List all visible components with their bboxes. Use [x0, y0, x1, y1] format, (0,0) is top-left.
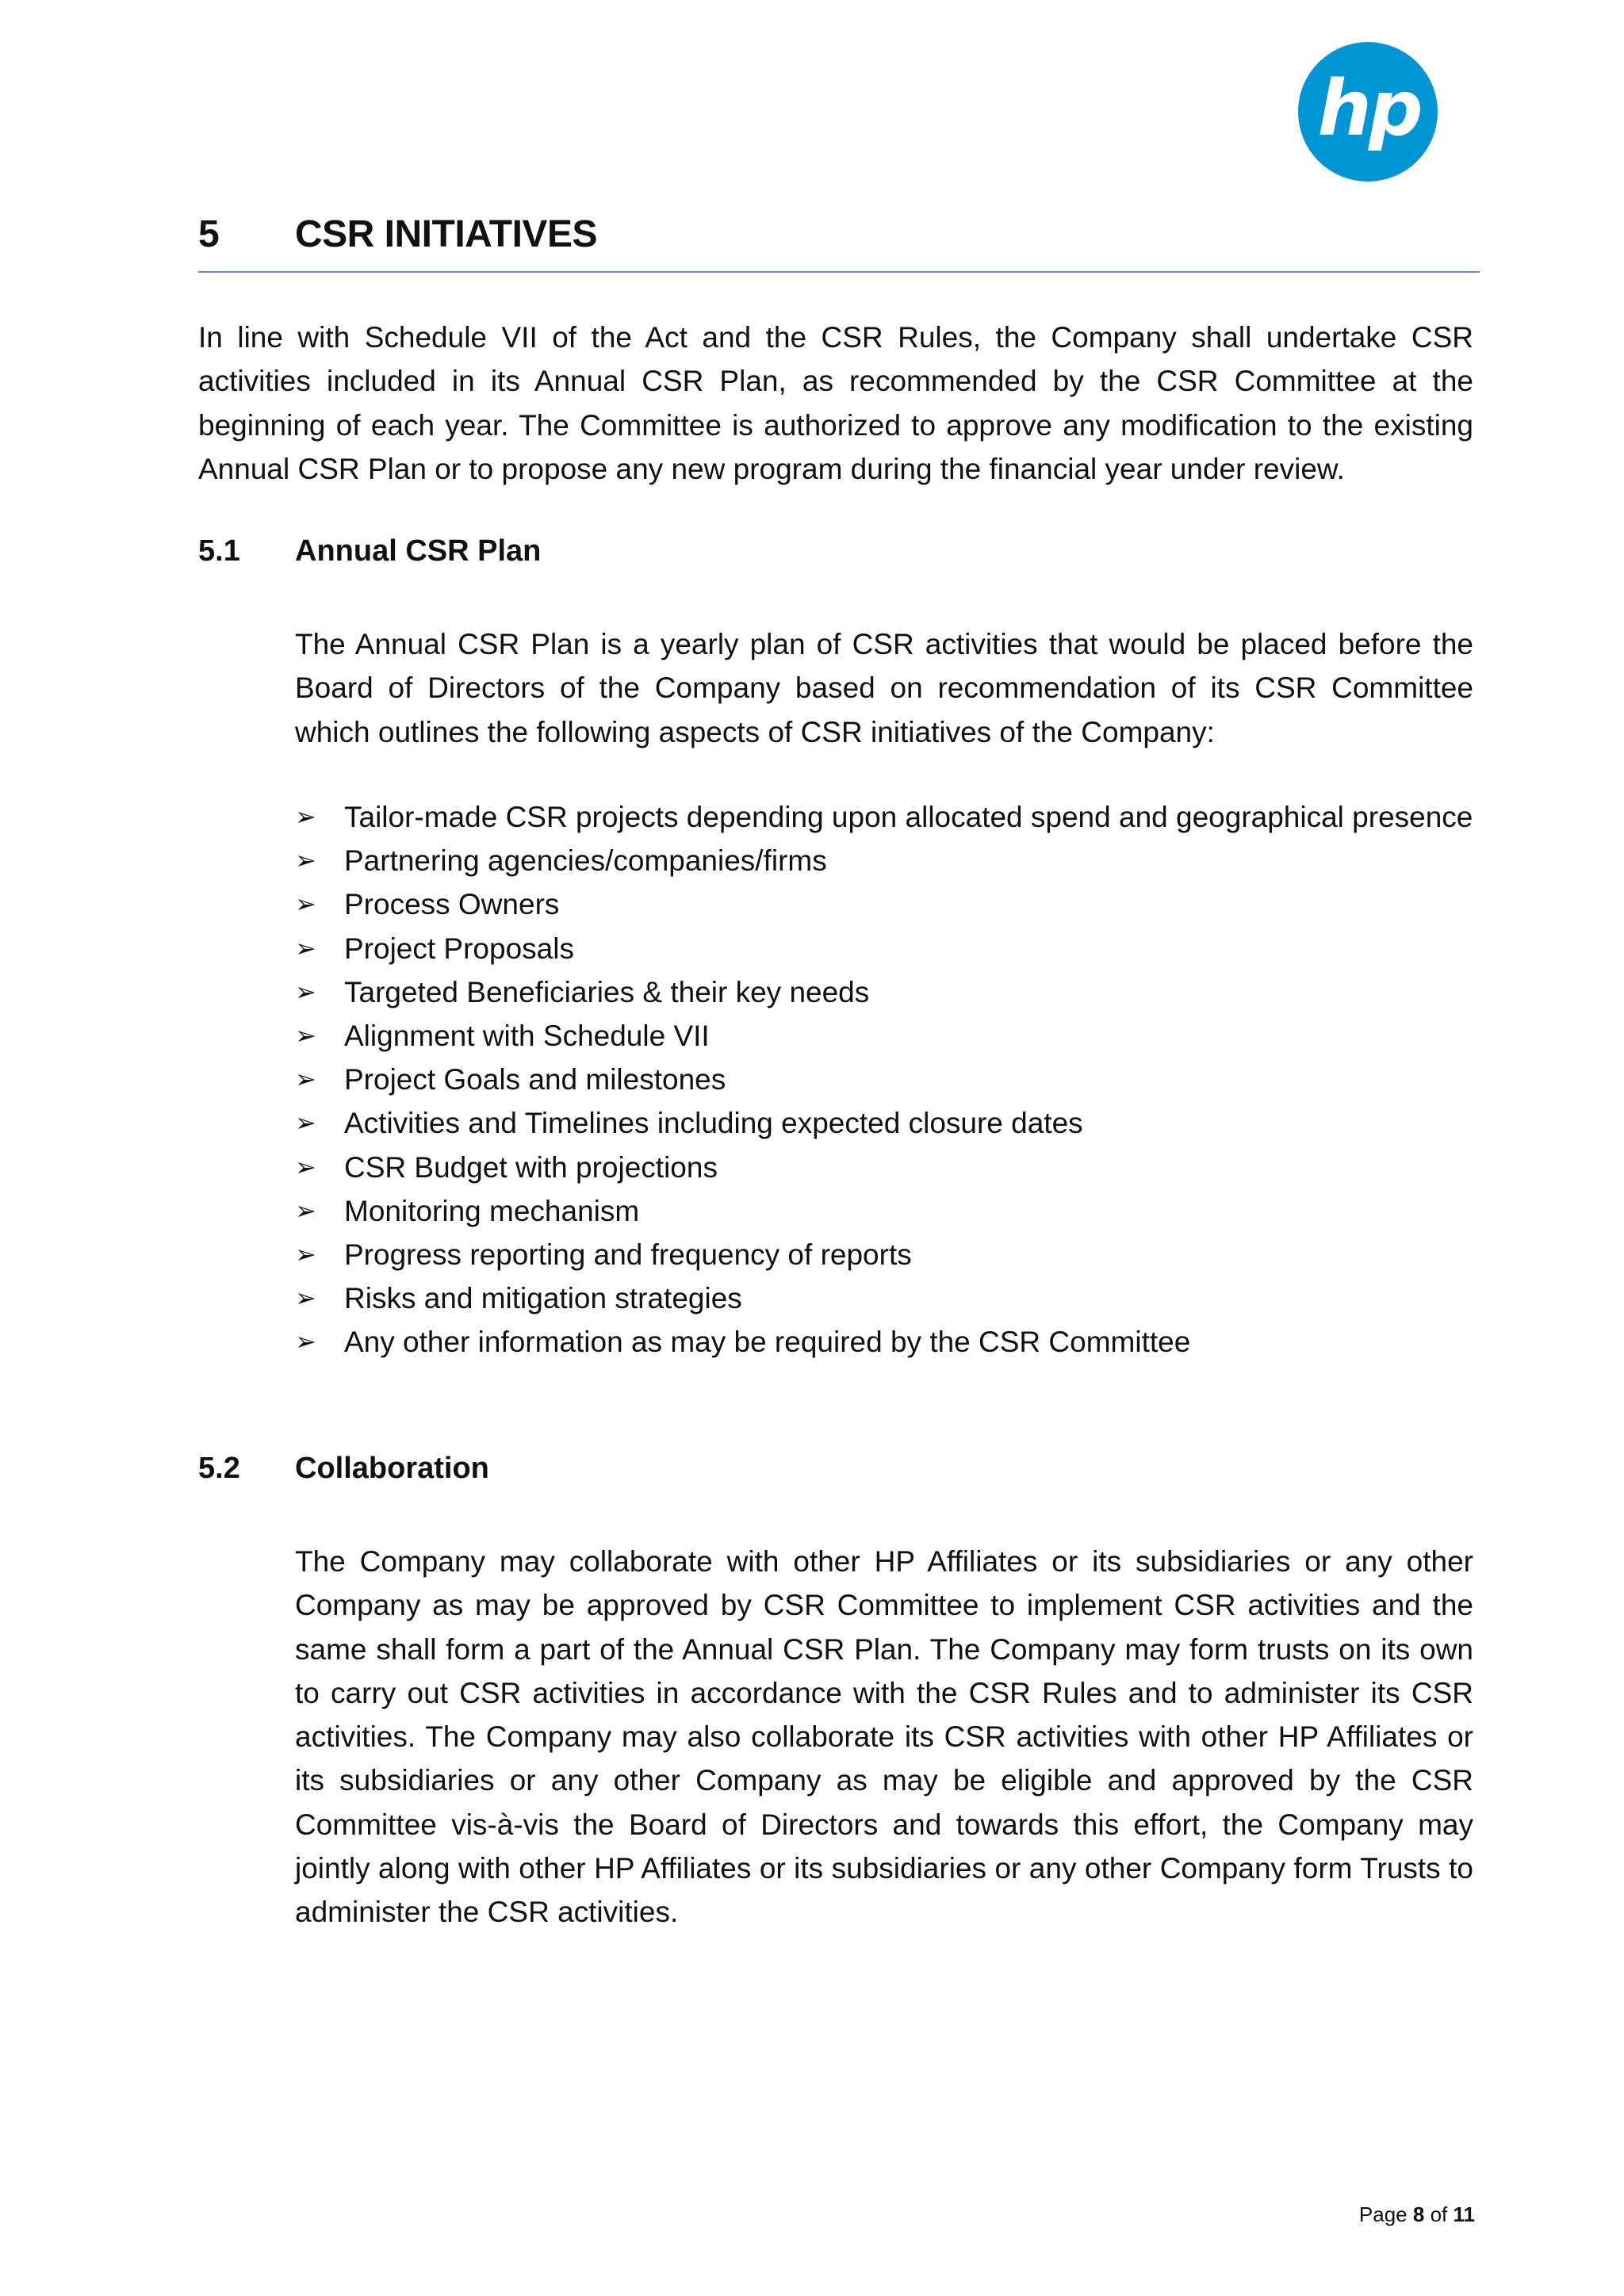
section-heading: [198, 208, 1480, 273]
list-item: [295, 1146, 1473, 1189]
list-item-text: Process Owners: [344, 888, 560, 921]
page-of: of: [1430, 2202, 1448, 2226]
intro-paragraph: In line with Schedule VII of the Act and the CSR Rules, the Company shall undertake CSR activities included in its Annual CSR Plan, as recommended by the CSR Committee at the beginning of each year. The Committee is authorized to approve any modification to the existing Annual CSR Plan or to propose any new program during the financial year under review.: [198, 321, 1473, 485]
section-number: 5: [198, 213, 220, 255]
list-item: [295, 882, 1473, 926]
list-item-text: Tailor-made CSR projects depending upon allocated spend and geographical presence: [344, 801, 1473, 833]
subsection-title-collaboration: Collaboration: [295, 1452, 489, 1485]
page-label: Page: [1358, 2202, 1408, 2226]
list-item: [295, 1320, 1473, 1364]
arrowhead-bullet-icon: ➢: [295, 1326, 316, 1357]
list-item: [295, 1058, 1473, 1101]
subsection-number-5-1: 5.1: [198, 534, 240, 568]
list-item: [295, 795, 1473, 839]
list-item: [295, 1189, 1473, 1233]
list-item-text: Targeted Beneficiaries & their key needs: [344, 975, 870, 1008]
list-item-text: Monitoring mechanism: [344, 1194, 640, 1227]
hp-logo: [1297, 41, 1438, 182]
list-item-text: Progress reporting and frequency of reports: [344, 1238, 912, 1272]
list-item: [295, 1014, 1473, 1058]
arrowhead-bullet-icon: ➢: [295, 976, 316, 1007]
list-item-text: Project Goals and milestones: [344, 1063, 726, 1096]
list-item-text: Alignment with Schedule VII: [344, 1020, 710, 1053]
list-item-text: Partnering agencies/companies/firms: [344, 844, 827, 878]
hp-logo-text: hp: [1317, 64, 1420, 153]
list-item: [295, 1101, 1473, 1145]
arrowhead-bullet-icon: ➢: [295, 1020, 316, 1051]
page-current: 8: [1412, 2202, 1425, 2226]
list-item: [295, 839, 1473, 882]
list-item-text: Risks and mitigation strategies: [344, 1282, 742, 1315]
hp-logo-icon: [1297, 41, 1438, 182]
arrowhead-bullet-icon: ➢: [295, 1283, 316, 1314]
list-item: [295, 970, 1473, 1014]
plan-aspects-list: [295, 795, 1473, 1364]
list-item: [295, 927, 1473, 970]
annual-plan-paragraph: The Annual CSR Plan is a yearly plan of CSR activities that would be placed before the Board of Directors of the Company based on recommendation of its CSR Committee which outlines the following aspects of CSR initiatives of the Company:: [295, 628, 1473, 748]
subsection-number-5-2: 5.2: [198, 1452, 240, 1485]
subsection-title-annual-csr-plan: Annual CSR Plan: [295, 534, 542, 568]
section-title: CSR INITIATIVES: [295, 213, 597, 255]
collaboration-paragraph: The Company may collaborate with other HP Affiliates or its subsidiaries or any other Company as may be approved by CSR Committee to implement CSR activities and the same shall form a part of the Annual CSR Plan. The Company may form trusts on its own to carry out CSR activities in accordance with the CSR Rules and to administer its CSR activities. The Company may also collaborate its CSR activities with other HP Affiliates or its subsidiaries or any other Company as may be eligible and approved by the CSR Committee vis-à-vis the Board of Directors and towards this effort, the Company may jointly along with other HP Affiliates or its subsidiaries or any other Company form Trusts to administer the CSR activities.: [295, 1545, 1473, 1929]
page-total: 11: [1453, 2202, 1475, 2226]
arrowhead-bullet-icon: ➢: [295, 1195, 316, 1226]
list-item-text: Any other information as may be required by the CSR Committee: [344, 1326, 1191, 1359]
arrowhead-bullet-icon: ➢: [295, 932, 316, 963]
arrowhead-bullet-icon: ➢: [295, 1239, 316, 1270]
arrowhead-bullet-icon: ➢: [295, 802, 316, 832]
arrowhead-bullet-icon: ➢: [295, 1108, 316, 1138]
list-item: [295, 1276, 1473, 1320]
arrowhead-bullet-icon: ➢: [295, 889, 316, 920]
list-item-text: CSR Budget with projections: [344, 1150, 718, 1184]
arrowhead-bullet-icon: ➢: [295, 1064, 316, 1095]
list-item-text: Project Proposals: [344, 932, 574, 965]
arrowhead-bullet-icon: ➢: [295, 1151, 316, 1182]
arrowhead-bullet-icon: ➢: [295, 845, 316, 876]
list-item: [295, 1233, 1473, 1276]
list-item-text: Activities and Timelines including expected closure dates: [344, 1107, 1083, 1140]
page-footer: [1359, 2202, 1475, 2227]
